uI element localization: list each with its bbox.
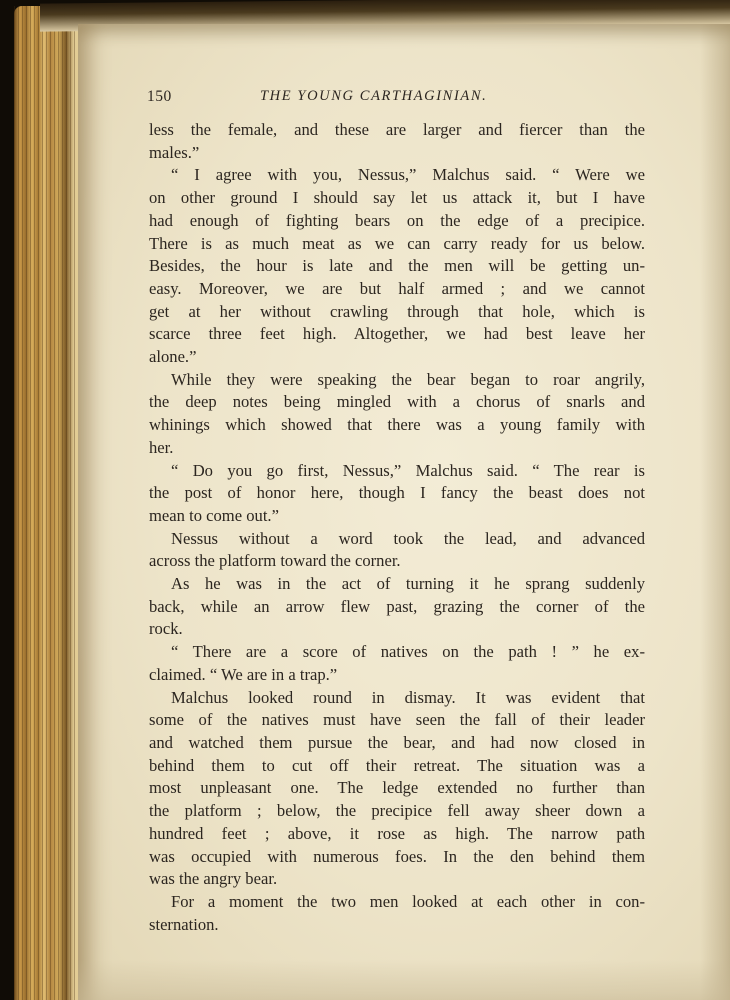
text-line: easy. Moreover, we are but half armed ; and we cannot [149,278,645,298]
text-line: males.” [149,142,200,162]
text-line: behind them to cut off their retreat. The situation was a [149,755,645,775]
text-line: and watched them pursue the bear, and had now closed in [149,732,645,752]
page-number: 150 [147,88,172,105]
page-edge-lines [14,6,84,1000]
page-right-shadow [700,24,730,1000]
text-line: get at her without crawling through that hole, which is [149,301,645,321]
text-line: hundred feet ; above, it rose as high. The narrow path [149,823,645,843]
running-head [147,88,647,112]
text-line: whinings which showed that there was a young family with [149,415,645,435]
text-line: rock. [149,619,183,639]
text-line: on other ground I should say let us attack it, but I have [149,188,645,208]
text-line: sternation. [149,914,219,934]
text-line: was the angry bear. [149,869,278,889]
text-line: had enough of fighting bears on the edge of a precipice. [149,210,645,230]
text-line: most unpleasant one. The ledge extended no further than [149,778,645,798]
text-line: Malchus looked round in dismay. It was evident that [171,687,645,707]
text-line: alone.” [149,347,197,367]
text-line: As he was in the act of turning it he sprang suddenly [171,574,645,594]
text-line: “ Do you go first, Nessus,” Malchus said. “ The rear is [171,460,645,480]
text-line: For a moment the two men looked at each other in con- [171,891,645,911]
body-text [149,119,645,936]
text-line: While they were speaking the bear began to roar angrily, [171,369,645,389]
text-line: “ There are a score of natives on the path ! ” he ex- [171,642,645,662]
text-line: across the platform toward the corner. [149,551,401,571]
text-line: claimed. “ We are in a trap.” [149,664,338,684]
text-line: was occupied with numerous foes. In the den behind them [149,846,645,866]
text-line: less the female, and these are larger and fiercer than the [149,120,645,139]
text-line: some of the natives must have seen the fall of their leader [149,710,645,730]
text-line: the platform ; below, the precipice fell away sheer down a [149,801,645,821]
text-line: back, while an arrow flew past, grazing the corner of the [149,596,645,616]
text-line: mean to come out.” [149,505,279,525]
text-line: “ I agree with you, Nessus,” Malchus said. “ Were we [171,165,645,185]
text-line: scarce three feet high. Altogether, we had best leave her [149,324,645,344]
text-line: There is as much meat as we can carry ready for us below. [149,233,645,253]
text-line: her. [149,437,174,457]
text-line: the deep notes being mingled with a chorus of snarls and [149,392,645,412]
page-bottom-shadow [78,960,730,1000]
text-line: the post of honor here, though I fancy the beast does not [149,483,645,503]
text-line: Besides, the hour is late and the men will be getting un- [149,256,645,276]
text-line: Nessus without a word took the lead, and advanced [171,528,645,548]
running-title: THE YOUNG CARTHAGINIAN. [260,88,488,104]
